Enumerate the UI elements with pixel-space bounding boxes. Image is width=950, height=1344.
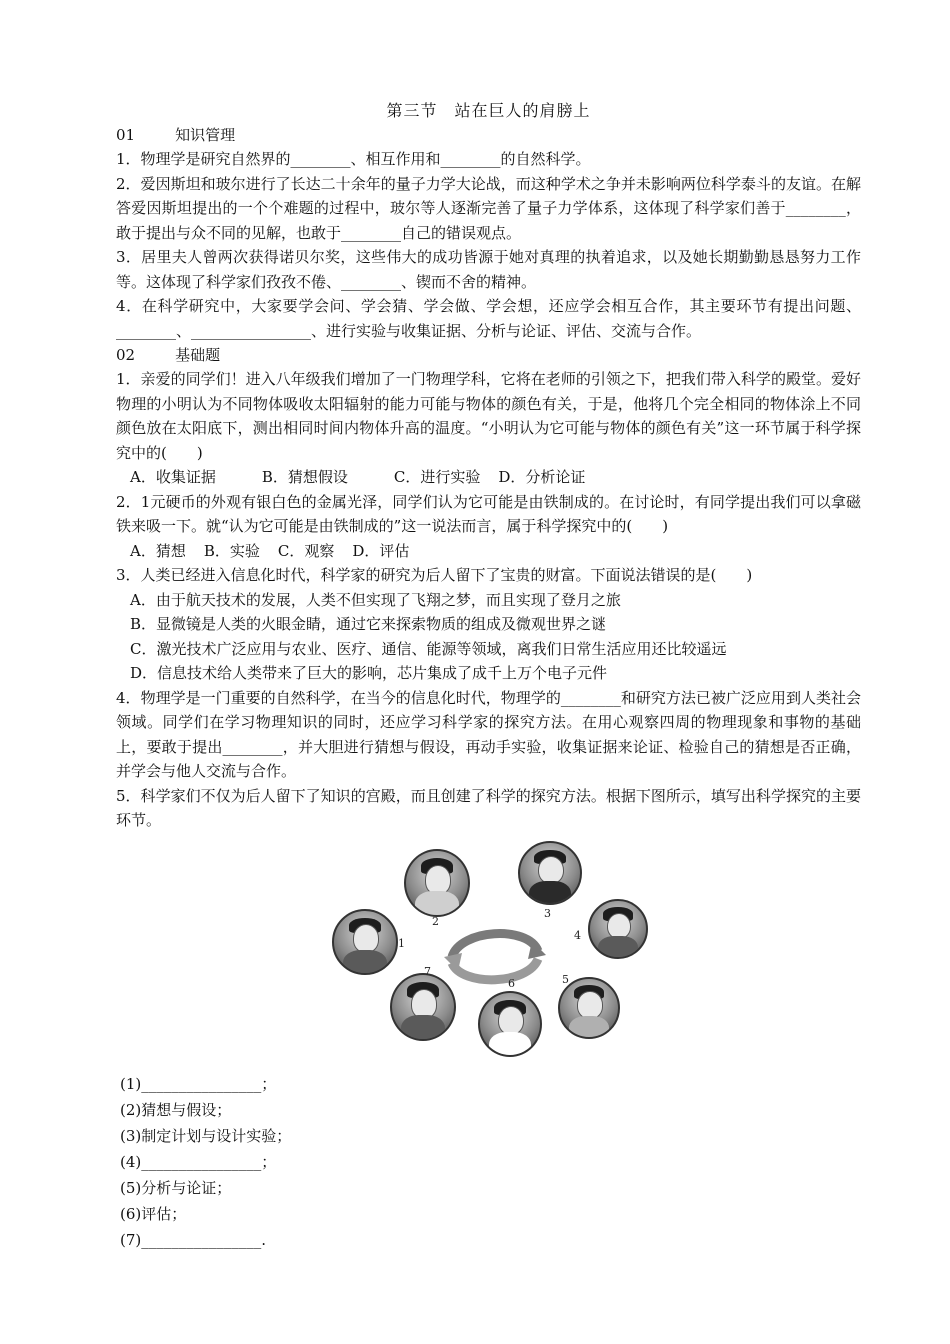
section-knowledge-header (116, 123, 861, 147)
option: C．进行实验 (393, 468, 481, 486)
answer-line: (4)________________； (120, 1152, 277, 1171)
knowledge-item: 3．居里夫人曾两次获得诺贝尔奖，这些伟大的成功皆源于她对真理的执着追求，以及她长期勤勤恳恳努力工作等。这体现了科学家们孜孜不倦、________、锲而不舍的精神。 (116, 248, 861, 291)
figure-label: 6 (508, 976, 515, 990)
question-5: 5．科学家们不仅为后人留下了知识的宫殿，而且创建了科学的探究方法。根据下图所示，填写出科学探究的主要环节。 (116, 786, 861, 829)
answer-list (116, 1071, 861, 1253)
option: B．显微镜是人类的火眼金睛，通过它来探索物质的组成及微观世界之谜 (130, 615, 607, 633)
section-number: 02 (116, 346, 136, 364)
question-2-options (116, 539, 861, 564)
section-basic-header (116, 343, 861, 367)
scientific-inquiry-figure (332, 841, 662, 1061)
figure-label: 2 (432, 914, 439, 928)
knowledge-item: 4．在科学研究中，大家要学会问、学会猜、学会做、学会想，还应学会相互合作，其主要环节有提出问题、________、________________、进行实验与收集证据、分析与论证、评估、交流与合作。 (116, 297, 861, 340)
question-1-options (116, 465, 861, 490)
option: C．观察 (277, 541, 335, 560)
figure-person-7 (390, 973, 456, 1041)
option: A．由于航天技术的发展，人类不但实现了飞翔之梦，而且实现了登月之旅 (130, 590, 621, 609)
figure-person-5 (558, 977, 620, 1039)
figure-label: 4 (574, 928, 581, 942)
knowledge-item: 2．爱因斯坦和玻尔进行了长达二十余年的量子力学大论战，而这种学术之争并未影响两位科学泰斗的友谊。在解答爱因斯坦提出的一个个难题的过程中，玻尔等人逐渐完善了量子力学体系，这体现了科学家们善于________，敢于提出与众不同的见解，也敢于________自己的错误观点。 (116, 174, 861, 242)
knowledge-item: 1．物理学是研究自然界的________、相互作用和________的自然科学。 (116, 150, 591, 168)
cycle-arrows-icon (440, 921, 550, 991)
answer-line: (3)制定计划与设计实验； (120, 1126, 292, 1145)
option: A．猜想 (130, 541, 186, 560)
answer-line: (2)猜想与假设； (120, 1100, 232, 1119)
figure-label: 7 (424, 964, 431, 978)
question-2: 2．1元硬币的外观有银白色的金属光泽，同学们认为它可能是由铁制成的。在讨论时，有同学提出我们可以拿磁铁来吸一下。就“认为它可能是由铁制成的”这一说法而言，属于科学探究中的( ) (116, 492, 861, 535)
answer-line: (6)评估； (120, 1204, 187, 1223)
answer-line: (7)________________. (120, 1230, 267, 1249)
figure-person-3 (518, 841, 582, 905)
figure-label: 1 (398, 936, 405, 950)
option: D．评估 (352, 541, 410, 560)
figure-person-2 (404, 849, 470, 917)
figure-label: 3 (544, 906, 551, 920)
section-number: 01 (116, 126, 136, 144)
answer-line: (1)________________； (120, 1074, 277, 1093)
question-1: 1．亲爱的同学们！进入八年级我们增加了一门物理学科，它将在老师的引领之下，把我们带入科学的殿堂。爱好物理的小明认为不同物体吸收太阳辐射的能力可能与物体的颜色有关，于是，他将几个完全相同的物体涂上不同颜色放在太阳底下，测出相同时间内物体升高的温度。“小明认为它可能与物体的颜色有关”这一环节属于科学探究中的( ) (116, 370, 861, 462)
option: C．激光技术广泛应用与农业、医疗、通信、能源等领域，离我们日常生活应用还比较遥远 (130, 639, 727, 658)
question-4: 4．物理学是一门重要的自然科学，在当今的信息化时代，物理学的________和研究方法已被广泛应用到人类社会领域。同学们在学习物理知识的同时，还应学习科学家的探究方法。在用心观察四周的物理现象和事物的基础上，要敢于提出________，并大胆进行猜想与假设，再动手实验，收集证据来论证、检验自己的猜想是否正确，并学会与他人交流与合作。 (116, 688, 861, 780)
option: D．分析论证 (498, 468, 586, 486)
figure-person-6 (478, 991, 542, 1057)
figure-label: 5 (562, 972, 569, 986)
option: B．猜想假设 (261, 468, 348, 486)
page-title: 第三节 站在巨人的肩膀上 (386, 101, 591, 120)
section-label: 知识管理 (175, 126, 236, 144)
figure-person-1 (332, 909, 398, 975)
worksheet-page (116, 98, 861, 1253)
option: A．收集证据 (130, 468, 216, 486)
option: B．实验 (203, 541, 260, 560)
answer-line: (5)分析与论证； (120, 1178, 232, 1197)
figure-person-4 (588, 899, 648, 959)
option: D．信息技术给人类带来了巨大的影响，芯片集成了成千上万个电子元件 (130, 664, 608, 682)
question-3: 3．人类已经进入信息化时代，科学家的研究为后人留下了宝贵的财富。下面说法错误的是( ) (116, 566, 753, 584)
section-label: 基础题 (175, 346, 221, 364)
